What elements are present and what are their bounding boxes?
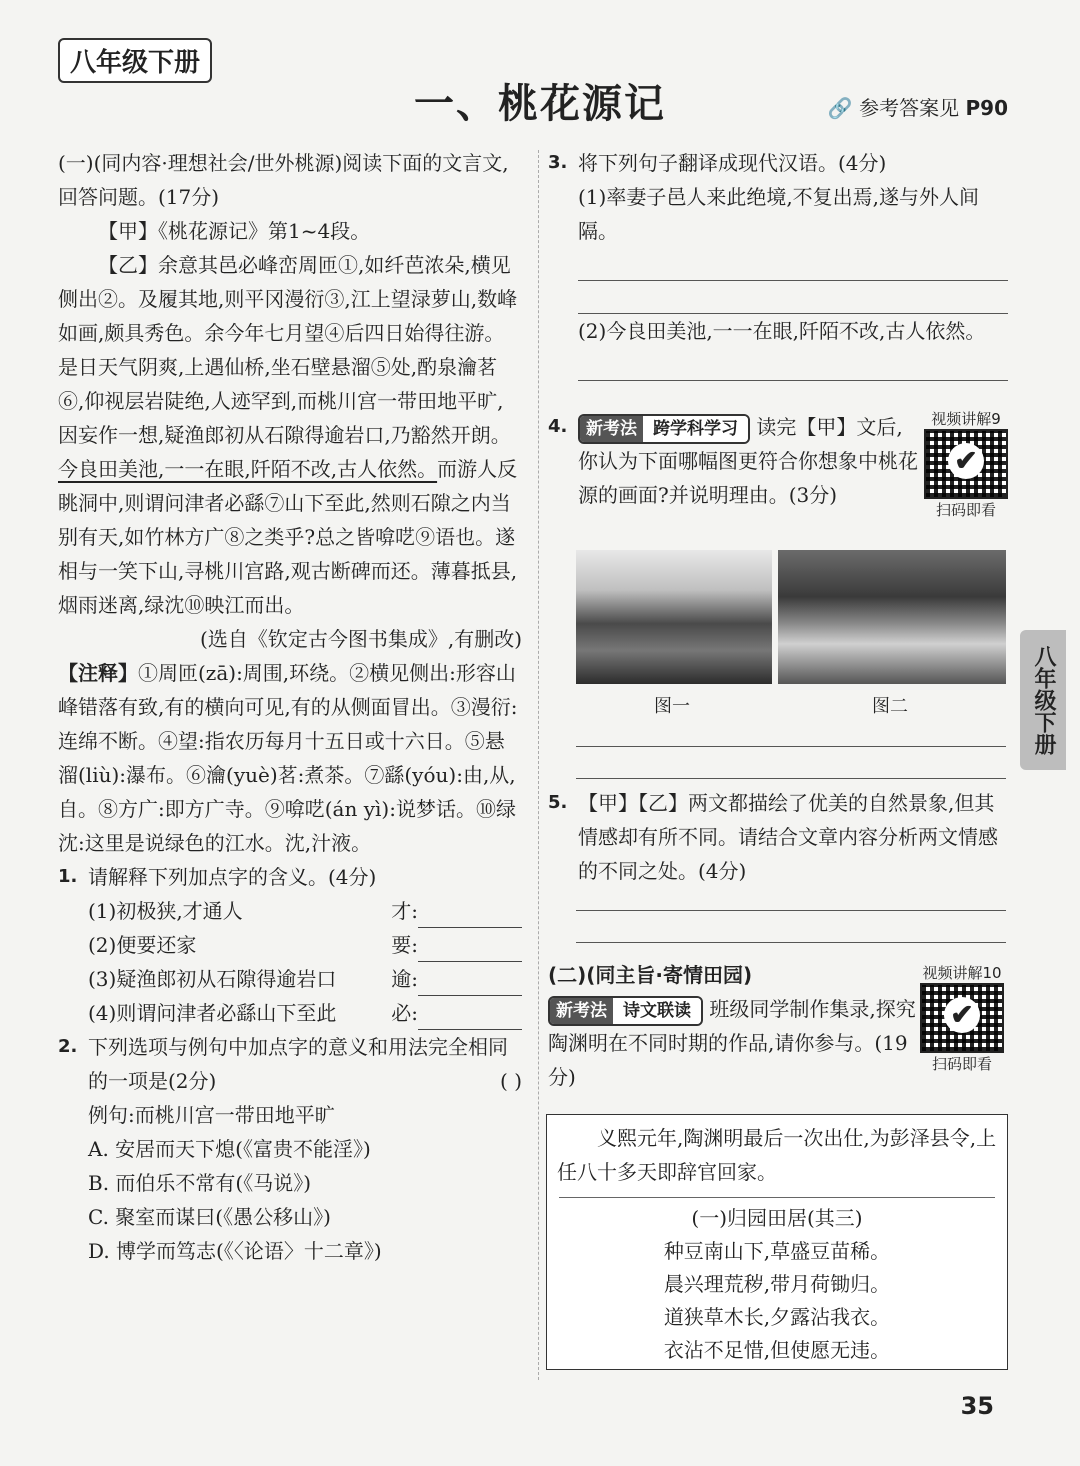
answer-blank[interactable] <box>418 1009 522 1030</box>
section2-stem-b: 集录,探究陶渊明在不同时期的作品,请你参与。(19分) <box>548 997 916 1089</box>
answer-paren[interactable]: ( ) <box>500 1069 522 1093</box>
poem-line: 衣沾不足惜,但使愿无违。 <box>663 1338 891 1362</box>
figure-2-caption: 图二 <box>872 696 908 717</box>
section2-heading: (二)(同主旨·寄情田园) <box>548 963 753 987</box>
poem-intro: 义熙元年,陶渊明最后一次出仕,为彭泽县令,上任八十多天即辞官回家。 <box>557 1126 997 1184</box>
passage-jia: 【甲】《桃花源记》第1~4段。 <box>98 219 371 243</box>
answer-reference <box>828 92 1008 121</box>
column-divider <box>538 150 539 1380</box>
question-1 <box>58 860 522 894</box>
figure-1-caption: 图一 <box>654 696 690 717</box>
q1-item <box>58 996 522 1030</box>
video-label-9: 视频讲解9 <box>931 410 1001 428</box>
answer-line[interactable] <box>578 248 1008 281</box>
answer-blank[interactable] <box>418 975 522 996</box>
right-column <box>548 146 1008 381</box>
video-qr-10[interactable] <box>920 962 1004 1074</box>
answer-line[interactable] <box>576 714 1006 747</box>
q1-item <box>58 894 522 928</box>
poem-line: 道狭草木长,夕露沾我衣。 <box>663 1305 891 1329</box>
question-3-sentence-2: (2)今良田美池,一一在眼,阡陌不改,古人依然。 <box>578 319 986 343</box>
passage-yi-part2: 而游人反眺洞中,则谓问津者必繇⑦山下至此,然则石隙之内当别有天,如竹林方广⑧之类乎?总之皆啽呓⑨语也。遂相与一笑下山,寻桃川宫路,观古断碑而还。薄暮抵县,烟雨迷离,绿沈⑩映江而出。 <box>58 457 518 617</box>
poem-box <box>546 1114 1008 1370</box>
video-label-10: 视频讲解10 <box>922 964 1002 982</box>
section2-stem <box>548 992 918 1094</box>
question-2-stem-text: 下列选项与例句中加点字的意义和用法完全相同的一项是(2分) <box>88 1035 508 1093</box>
q1-item-key: 才: <box>391 899 418 923</box>
video-qr-9[interactable] <box>924 408 1008 520</box>
question-4-stem-b: 文后,你认为下面哪幅图更符合你想象中桃花源的画面?并说明理由。 <box>578 415 918 507</box>
notes <box>58 656 522 860</box>
check-icon: ✔ <box>948 443 984 479</box>
q1-item <box>58 962 522 996</box>
q1-item-key: 要: <box>391 933 418 957</box>
page-number: 35 <box>960 1392 994 1420</box>
answer-blank[interactable] <box>418 907 522 928</box>
option-b: B. 而伯乐不常有(《马说》) <box>88 1171 312 1195</box>
notes-label: 【注释】 <box>58 661 138 685</box>
question-5 <box>548 786 1008 888</box>
question-5-number: 5. <box>548 792 568 813</box>
question-4-stem <box>578 410 918 512</box>
answer-line[interactable] <box>576 746 1006 779</box>
passage-yi-underlined: 今良田美池,一一在眼,阡陌不改,古人依然。 <box>58 457 438 481</box>
option-d: D. 博学而笃志(《〈论语〉十二章》) <box>88 1239 382 1263</box>
new-method-badge <box>548 996 703 1026</box>
q1-item-text: (1)初极狭,才通人 <box>88 899 243 923</box>
answer-reference-text: 参考答案见 <box>859 96 966 120</box>
figure-2-image <box>778 550 1006 684</box>
question-4 <box>548 410 918 512</box>
question-3-stem: 将下列句子翻译成现代汉语。(4分) <box>578 151 887 175</box>
question-2 <box>58 1030 522 1098</box>
question-1-number: 1. <box>58 866 78 887</box>
poem-title: (一)归园田居(其三) <box>691 1206 863 1230</box>
link-icon: 🔗 <box>827 96 853 120</box>
page-title: 一、桃花源记 <box>414 81 666 127</box>
question-1-stem: 请解释下列加点字的含义。(4分) <box>88 865 377 889</box>
answer-line[interactable] <box>576 910 1006 943</box>
answer-reference-page: P90 <box>965 96 1008 120</box>
q1-item-key: 逾: <box>391 967 418 991</box>
option-c: C. 聚室而谋曰(《愚公移山》) <box>88 1205 331 1229</box>
q1-item-text: (2)便要还家 <box>88 933 197 957</box>
notes-text: ①周匝(zā):周围,环绕。②横见侧出:形容山峰错落有致,有的横向可见,有的从侧面冒出。③漫衍:连绵不断。④望:指农历每月十五日或十六日。⑤悬溜(liù):瀑布。⑥瀹(yuè)茗:煮茶。⑦繇(yóu):由,从,自。⑧方广:即方广寺。⑨啽呓(án yì):说梦话。⑩绿沈:这里是说绿色的江水。沈,汁液。 <box>58 661 518 855</box>
question-3 <box>548 146 1008 381</box>
side-tab: 八年级下册 <box>1020 630 1066 770</box>
q1-item-text: (4)则谓问津者必繇山下至此 <box>88 1001 337 1025</box>
answer-line[interactable] <box>578 281 1008 314</box>
new-method-badge <box>578 414 750 444</box>
question-2-stem <box>88 1030 522 1098</box>
question-3-sentence-1: (1)率妻子邑人来此绝境,不复出焉,遂与外人间隔。 <box>578 185 980 243</box>
badge-dark: 新考法 <box>580 416 643 442</box>
question-5-stem: 【甲】【乙】两文都描绘了优美的自然景象,但其情感却有所不同。请结合文章内容分析两文情感的不同之处。(4分) <box>578 791 998 883</box>
badge-light: 跨学科学习 <box>643 416 748 442</box>
answer-line[interactable] <box>576 878 1006 911</box>
left-column <box>58 146 522 1268</box>
section1-heading: (一)(同内容·理想社会/世外桃源)阅读下面的文言文,回答问题。(17分) <box>58 151 509 209</box>
question-3-number: 3. <box>548 152 568 173</box>
question-2-number: 2. <box>58 1036 78 1057</box>
answer-blank[interactable] <box>418 941 522 962</box>
question-4-score: (3分) <box>788 483 838 507</box>
scan-label-10: 扫码即看 <box>931 1055 992 1073</box>
question-4-stem-a: 读完【甲】 <box>756 415 857 439</box>
badge-dark: 新考法 <box>550 998 613 1024</box>
section2 <box>548 958 918 1094</box>
scan-label-9: 扫码即看 <box>935 501 996 519</box>
section2-stem-a: 班级同学制作 <box>709 997 830 1021</box>
question-4-number: 4. <box>548 416 568 437</box>
poem <box>559 1197 995 1367</box>
figure-1-image <box>576 550 772 684</box>
q1-item-text: (3)疑渔郎初从石隙得逾岩口 <box>88 967 337 991</box>
passage-source: (选自《钦定古今图书集成》,有删改) <box>200 627 522 651</box>
badge-light: 诗文联读 <box>613 998 701 1024</box>
qr-code-icon[interactable] <box>920 983 1004 1053</box>
poem-line: 晨兴理荒秽,带月荷锄归。 <box>663 1272 891 1296</box>
option-a: A. 安居而天下熄(《富贵不能淫》) <box>88 1137 371 1161</box>
qr-code-icon[interactable] <box>924 429 1008 499</box>
question-2-example: 例句:而桃川宫一带田地平旷 <box>88 1103 335 1127</box>
grade-tag: 八年级下册 <box>58 38 212 83</box>
passage-yi <box>58 248 522 622</box>
passage-yi-part1: 【乙】余意其邑必峰峦周匝①,如纤芭浓朵,横见侧出②。及履其地,则平冈漫衍③,江上望渌萝山,数峰如画,颇具秀色。余今年七月望④后四日始得往游。是日天气阴爽,上遇仙桥,坐石壁悬溜⑤处,酌泉瀹茗⑥,仰视层岩陡绝,人迹罕到,而桃川宫一带田地平旷,因妄作一想,疑渔郎初从石隙得逾岩口,乃豁然开朗。 <box>58 253 518 447</box>
q1-item-key: 必: <box>391 1001 418 1025</box>
answer-line[interactable] <box>578 348 1008 381</box>
poem-line: 种豆南山下,草盛豆苗稀。 <box>663 1239 891 1263</box>
q1-item <box>58 928 522 962</box>
check-icon: ✔ <box>944 997 980 1033</box>
